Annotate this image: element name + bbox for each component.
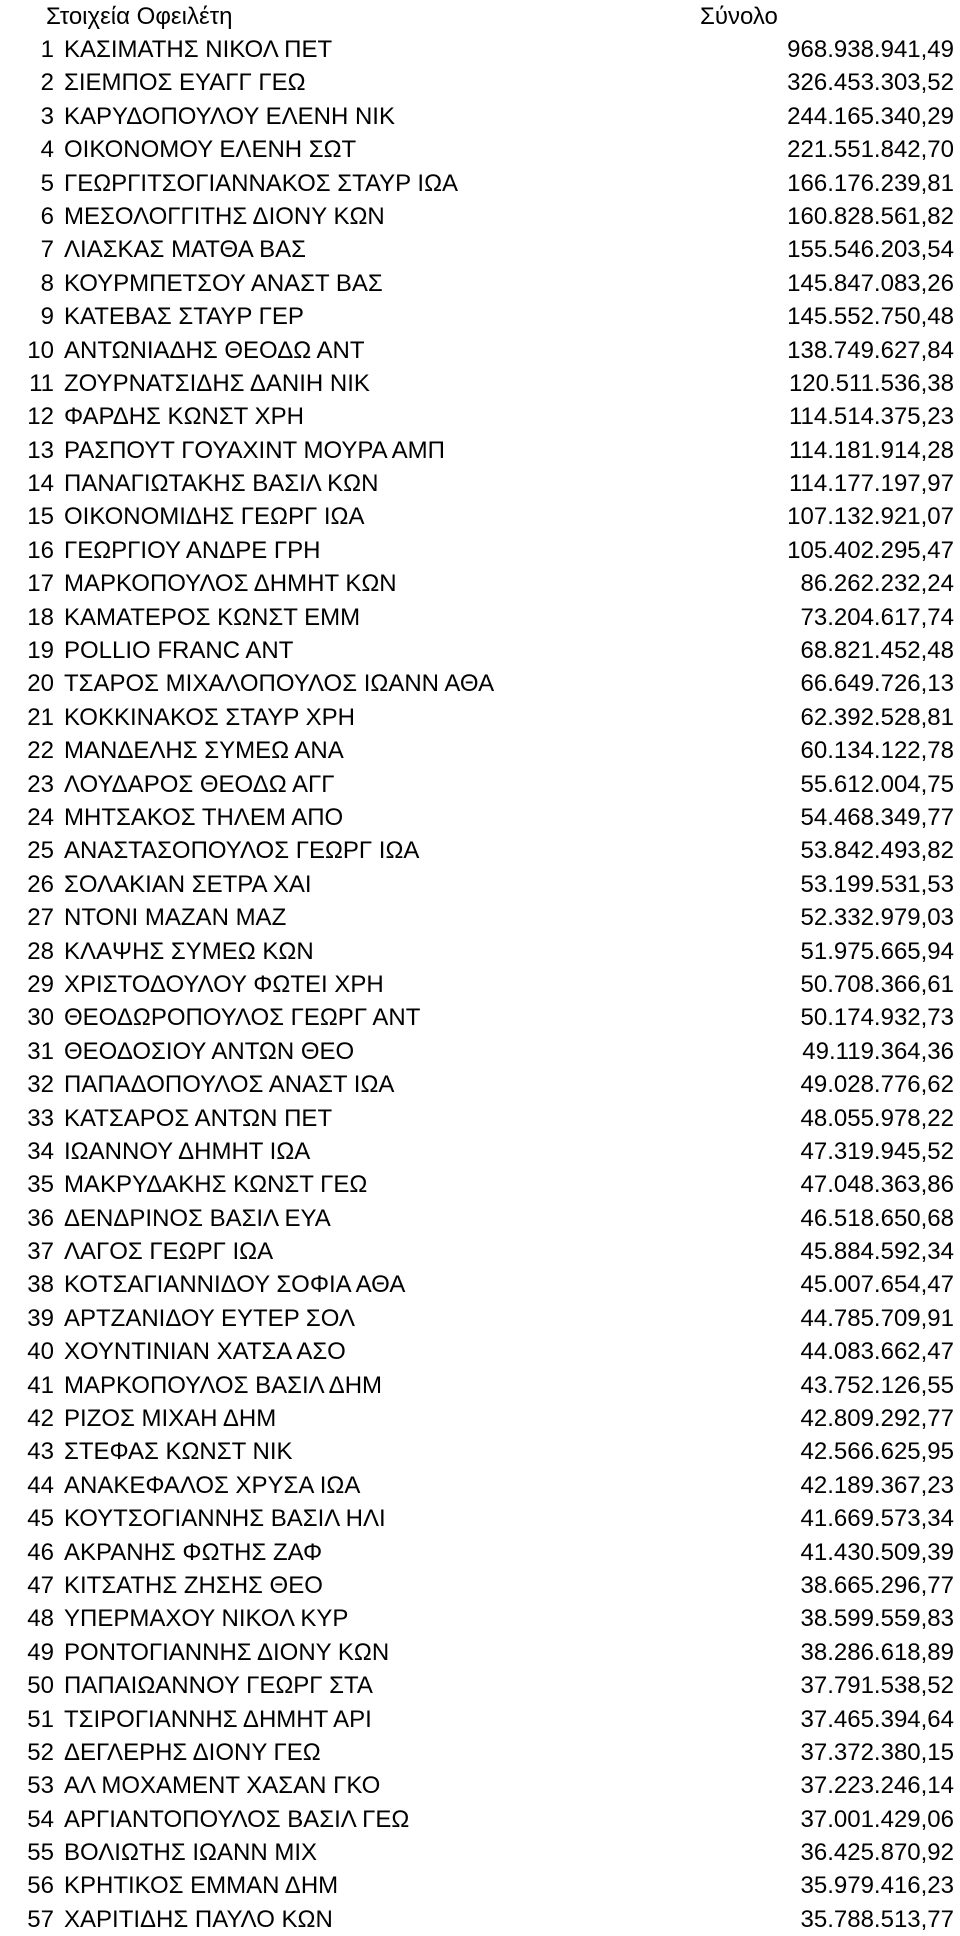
total-amount: 62.392.528,81: [800, 703, 954, 731]
row-number: 22: [27, 737, 54, 765]
debtor-name: ΚΡΗΤΙΚΟΣ ΕΜΜΑΝ ΔΗΜ: [64, 1872, 339, 1900]
debtor-name: ΣΙΕΜΠΟΣ ΕΥΑΓΓ ΓΕΩ: [64, 69, 306, 97]
total-amount: 155.546.203,54: [787, 236, 954, 264]
row-number: 54: [27, 1805, 54, 1833]
table-row: [0, 500, 960, 533]
total-amount: 37.372.380,15: [800, 1738, 954, 1766]
row-number: 24: [27, 803, 54, 831]
row-number: 51: [27, 1705, 54, 1733]
debtor-name: ΓΕΩΡΓΙΤΣΟΓΙΑΝΝΑΚΟΣ ΣΤΑΥΡ ΙΩΑ: [64, 169, 459, 197]
row-number: 13: [27, 436, 54, 464]
row-number: 23: [27, 770, 54, 798]
table-row: [0, 1035, 960, 1068]
row-number: 6: [40, 202, 54, 230]
debtor-name: ΔΕΓΛΕΡΗΣ ΔΙΟΝΥ ΓΕΩ: [64, 1738, 321, 1766]
row-number: 32: [27, 1071, 54, 1099]
total-amount: 50.174.932,73: [800, 1004, 954, 1032]
debtor-name: ΟΙΚΟΝΟΜΟΥ ΕΛΕΝΗ ΣΩΤ: [64, 136, 357, 164]
row-number: 44: [27, 1471, 54, 1499]
total-amount: 45.007.654,47: [800, 1271, 954, 1299]
table-row: [0, 1001, 960, 1034]
debtor-name: ΚΟΥΡΜΠΕΤΣΟΥ ΑΝΑΣΤ ΒΑΣ: [64, 269, 383, 297]
row-number: 29: [27, 970, 54, 998]
debtor-name: ΜΑΝΔΕΛΗΣ ΣΥΜΕΩ ΑΝΑ: [64, 737, 344, 765]
total-amount: 244.165.340,29: [787, 102, 954, 130]
row-number: 43: [27, 1438, 54, 1466]
total-amount: 73.204.617,74: [800, 603, 954, 631]
table-row: [0, 701, 960, 734]
table-row: [0, 1869, 960, 1902]
table-row: [0, 467, 960, 500]
row-number: 3: [40, 102, 54, 130]
total-amount: 326.453.303,52: [787, 69, 954, 97]
debtor-name: ΚΟΥΤΣΟΓΙΑΝΝΗΣ ΒΑΣΙΛ ΗΛΙ: [64, 1505, 386, 1533]
total-amount: 86.262.232,24: [800, 570, 954, 598]
row-number: 18: [27, 603, 54, 631]
table-row: [0, 1903, 960, 1936]
row-number: 27: [27, 904, 54, 932]
table-row: [0, 66, 960, 99]
table-row: [0, 267, 960, 300]
table-row: [0, 1469, 960, 1502]
total-amount: 37.001.429,06: [800, 1805, 954, 1833]
row-number: 38: [27, 1271, 54, 1299]
debtor-name: ΤΣΙΡΟΓΙΑΝΝΗΣ ΔΗΜΗΤ ΑΡΙ: [64, 1705, 372, 1733]
total-amount: 45.884.592,34: [800, 1238, 954, 1266]
total-amount: 221.551.842,70: [787, 136, 954, 164]
table-row: [0, 1235, 960, 1268]
table-row: [0, 1202, 960, 1235]
row-number: 4: [40, 136, 54, 164]
table-row: [0, 534, 960, 567]
table-row: [0, 801, 960, 834]
table-row: [0, 1102, 960, 1135]
table-row: [0, 567, 960, 600]
total-amount: 36.425.870,92: [800, 1839, 954, 1867]
debtor-name: ΧΑΡΙΤΙΔΗΣ ΠΑΥΛΟ ΚΩΝ: [64, 1905, 333, 1933]
debtor-name: ΡΟΝΤΟΓΙΑΝΝΗΣ ΔΙΟΝΥ ΚΩΝ: [64, 1638, 390, 1666]
row-number: 55: [27, 1839, 54, 1867]
debtor-name: ΑΡΓΙΑΝΤΟΠΟΥΛΟΣ ΒΑΣΙΛ ΓΕΩ: [64, 1805, 410, 1833]
debtor-name: ΚΑΤΣΑΡΟΣ ΑΝΤΩΝ ΠΕΤ: [64, 1104, 333, 1132]
total-amount: 46.518.650,68: [800, 1204, 954, 1232]
total-amount: 105.402.295,47: [787, 536, 954, 564]
table-row: [0, 1836, 960, 1869]
table-row: [0, 1536, 960, 1569]
total-amount: 37.791.538,52: [800, 1672, 954, 1700]
debtor-name: ΚΑΜΑΤΕΡΟΣ ΚΩΝΣΤ ΕΜΜ: [64, 603, 361, 631]
row-number: 46: [27, 1538, 54, 1566]
total-amount: 60.134.122,78: [800, 737, 954, 765]
table-row: [0, 634, 960, 667]
total-amount: 49.119.364,36: [802, 1037, 954, 1065]
debtor-name: ΚΙΤΣΑΤΗΣ ΖΗΣΗΣ ΘΕΟ: [64, 1571, 323, 1599]
table-row: [0, 133, 960, 166]
debtor-name: ΧΟΥΝΤΙΝΙΑΝ ΧΑΤΣΑ ΑΣΟ: [64, 1338, 346, 1366]
total-amount: 52.332.979,03: [800, 904, 954, 932]
table-row: [0, 1135, 960, 1168]
total-amount: 51.975.665,94: [800, 937, 954, 965]
row-number: 14: [27, 470, 54, 498]
table-row: [0, 1736, 960, 1769]
table-row: [0, 1703, 960, 1736]
debtor-name: ΠΑΝΑΓΙΩΤΑΚΗΣ ΒΑΣΙΛ ΚΩΝ: [64, 470, 379, 498]
debtor-name: ΑΡΤΖΑΝΙΔΟΥ ΕΥΤΕΡ ΣΟΛ: [64, 1304, 356, 1332]
debtor-name: ΣΟΛΑΚΙΑΝ ΣΕΤΡΑ ΧΑΙ: [64, 870, 312, 898]
total-amount: 42.189.367,23: [800, 1471, 954, 1499]
debtor-name: ΠΑΠΑΙΩΑΝΝΟΥ ΓΕΩΡΓ ΣΤΑ: [64, 1672, 373, 1700]
total-amount: 160.828.561,82: [787, 202, 954, 230]
debtor-name: ΥΠΕΡΜΑΧΟΥ ΝΙΚΟΛ ΚΥΡ: [64, 1605, 349, 1633]
row-number: 33: [27, 1104, 54, 1132]
debtor-name: ΓΕΩΡΓΙΟΥ ΑΝΔΡΕ ΓΡΗ: [64, 536, 321, 564]
table-row: [0, 768, 960, 801]
table-row: [0, 968, 960, 1001]
row-number: 53: [27, 1772, 54, 1800]
debtor-name: ΚΟΚΚΙΝΑΚΟΣ ΣΤΑΥΡ ΧΡΗ: [64, 703, 355, 731]
table-row: [0, 1803, 960, 1836]
row-number: 47: [27, 1571, 54, 1599]
total-amount: 166.176.239,81: [787, 169, 954, 197]
row-number: 42: [27, 1405, 54, 1433]
debtor-name: ΝΤΟΝΙ ΜΑΖΑΝ ΜΑΖ: [64, 904, 287, 932]
row-number: 41: [27, 1371, 54, 1399]
debtor-name: ΜΑΡΚΟΠΟΥΛΟΣ ΔΗΜΗΤ ΚΩΝ: [64, 570, 397, 598]
total-amount: 37.465.394,64: [800, 1705, 954, 1733]
total-amount: 114.514.375,23: [788, 403, 954, 431]
table-row: [0, 667, 960, 700]
table-row: [0, 434, 960, 467]
debtor-name: ΑΛ ΜΟΧΑΜΕΝΤ ΧΑΣΑΝ ΓΚΟ: [64, 1772, 381, 1800]
debtor-name: ΛΙΑΣΚΑΣ ΜΑΤΘΑ ΒΑΣ: [64, 236, 306, 264]
debtor-name: ΘΕΟΔΟΣΙΟΥ ΑΝΤΩΝ ΘΕΟ: [64, 1037, 355, 1065]
total-amount: 968.938.941,49: [787, 36, 954, 63]
debtor-name: ΚΑΤΕΒΑΣ ΣΤΑΥΡ ΓΕΡ: [64, 303, 304, 331]
row-number: 15: [27, 503, 54, 531]
table-row: [0, 1769, 960, 1802]
row-number: 17: [27, 570, 54, 598]
table-row: [0, 1302, 960, 1335]
debtor-name: ΜΕΣΟΛΟΓΓΙΤΗΣ ΔΙΟΝΥ ΚΩΝ: [64, 202, 385, 230]
total-amount: 114.181.914,28: [788, 436, 954, 464]
debtor-name: ΧΡΙΣΤΟΔΟΥΛΟΥ ΦΩΤΕΙ ΧΡΗ: [64, 970, 384, 998]
table-row: [0, 1502, 960, 1535]
table-row: [0, 935, 960, 968]
row-number: 1: [40, 36, 54, 63]
debtor-name: ΑΝΑΣΤΑΣΟΠΟΥΛΟΣ ΓΕΩΡΓ ΙΩΑ: [64, 837, 420, 865]
debtor-name: ΖΟΥΡΝΑΤΣΙΔΗΣ ΔΑΝΙΗ ΝΙΚ: [64, 369, 370, 397]
debtor-name: ΜΗΤΣΑΚΟΣ ΤΗΛΕΜ ΑΠΟ: [64, 803, 344, 831]
debtor-name: ΟΙΚΟΝΟΜΙΔΗΣ ΓΕΩΡΓ ΙΩΑ: [64, 503, 365, 531]
row-number: 34: [27, 1137, 54, 1165]
table-row: [0, 901, 960, 934]
row-number: 48: [27, 1605, 54, 1633]
debtor-list: [0, 33, 960, 1936]
table-row: [0, 868, 960, 901]
debtor-name: ΡΙΖΟΣ ΜΙΧΑΗ ΔΗΜ: [64, 1405, 277, 1433]
total-amount: 49.028.776,62: [800, 1071, 954, 1099]
row-number: 49: [27, 1638, 54, 1666]
debtor-name: ΙΩΑΝΝΟΥ ΔΗΜΗΤ ΙΩΑ: [64, 1137, 311, 1165]
row-number: 5: [40, 169, 54, 197]
total-amount: 47.048.363,86: [800, 1171, 954, 1199]
row-number: 50: [27, 1672, 54, 1700]
row-number: 21: [27, 703, 54, 731]
debtor-name: ΠΑΠΑΔΟΠΟΥΛΟΣ ΑΝΑΣΤ ΙΩΑ: [64, 1071, 395, 1099]
debtor-name: ΣΤΕΦΑΣ ΚΩΝΣΤ ΝΙΚ: [64, 1438, 293, 1466]
table-row: [0, 300, 960, 333]
total-amount: 138.749.627,84: [787, 336, 954, 364]
total-amount: 43.752.126,55: [800, 1371, 954, 1399]
row-number: 2: [40, 69, 54, 97]
row-number: 36: [27, 1204, 54, 1232]
total-amount: 37.223.246,14: [800, 1772, 954, 1800]
table-row: [0, 200, 960, 233]
debtor-name: ΛΑΓΟΣ ΓΕΩΡΓ ΙΩΑ: [64, 1238, 274, 1266]
row-number: 39: [27, 1304, 54, 1332]
row-number: 10: [27, 336, 54, 364]
total-amount: 48.055.978,22: [800, 1104, 954, 1132]
total-amount: 44.083.662,47: [800, 1338, 954, 1366]
table-row: [0, 1268, 960, 1301]
debtor-name: ΒΟΛΙΩΤΗΣ ΙΩΑΝΝ ΜΙΧ: [64, 1839, 317, 1867]
table-row: [0, 100, 960, 133]
table-row: [0, 1569, 960, 1602]
table-row: [0, 367, 960, 400]
table-row: [0, 1068, 960, 1101]
total-amount: 120.511.536,38: [788, 369, 954, 397]
total-amount: 41.430.509,39: [800, 1538, 954, 1566]
row-number: 57: [27, 1905, 54, 1933]
table-row: [0, 233, 960, 266]
total-amount: 66.649.726,13: [800, 670, 954, 698]
debtor-name: ΑΝΤΩΝΙΑΔΗΣ ΘΕΟΔΩ ΑΝΤ: [64, 336, 365, 364]
row-number: 12: [27, 403, 54, 431]
debtor-name: ΘΕΟΔΩΡΟΠΟΥΛΟΣ ΓΕΩΡΓ ΑΝΤ: [64, 1004, 421, 1032]
table-row: [0, 400, 960, 433]
debtor-name: ΜΑΚΡΥΔΑΚΗΣ ΚΩΝΣΤ ΓΕΩ: [64, 1171, 368, 1199]
debtor-name: ΦΑΡΔΗΣ ΚΩΝΣΤ ΧΡΗ: [64, 403, 304, 431]
debtor-name: ΤΣΑΡΟΣ ΜΙΧΑΛΟΠΟΥΛΟΣ ΙΩΑΝΝ ΑΘΑ: [64, 670, 495, 698]
row-number: 40: [27, 1338, 54, 1366]
row-number: 19: [27, 637, 54, 665]
debtor-column-header: Στοιχεία Οφειλέτη: [46, 3, 233, 30]
total-amount: 35.979.416,23: [800, 1872, 954, 1900]
table-header: [0, 0, 960, 33]
total-amount: 41.669.573,34: [800, 1505, 954, 1533]
table-row: [0, 1435, 960, 1468]
row-number: 31: [27, 1037, 54, 1065]
table-row: [0, 1402, 960, 1435]
debtor-name: ΛΟΥΔΑΡΟΣ ΘΕΟΔΩ ΑΓΓ: [64, 770, 335, 798]
total-amount: 35.788.513,77: [800, 1905, 954, 1933]
table-row: [0, 1602, 960, 1635]
debtor-name: ΚΟΤΣΑΓΙΑΝΝΙΔΟΥ ΣΟΦΙΑ ΑΘΑ: [64, 1271, 406, 1299]
row-number: 35: [27, 1171, 54, 1199]
total-amount: 42.566.625,95: [800, 1438, 954, 1466]
table-row: [0, 1369, 960, 1402]
table-row: [0, 734, 960, 767]
row-number: 26: [27, 870, 54, 898]
debtor-name: ΚΑΣΙΜΑΤΗΣ ΝΙΚΟΛ ΠΕΤ: [64, 36, 333, 63]
debtor-name: ΔΕΝΔΡΙΝΟΣ ΒΑΣΙΛ ΕΥΑ: [64, 1204, 331, 1232]
row-number: 9: [40, 303, 54, 331]
row-number: 30: [27, 1004, 54, 1032]
total-amount: 145.552.750,48: [787, 303, 954, 331]
total-amount: 47.319.945,52: [800, 1137, 954, 1165]
total-amount: 54.468.349,77: [800, 803, 954, 831]
table-row: [0, 601, 960, 634]
debtor-name: ΡΑΣΠΟΥΤ ΓΟΥΑΧΙΝΤ ΜΟΥΡΑ ΑΜΠ: [64, 436, 445, 464]
debtor-name: ΚΛΑΨΗΣ ΣΥΜΕΩ ΚΩΝ: [64, 937, 314, 965]
row-number: 20: [27, 670, 54, 698]
debtor-name: ΚΑΡΥΔΟΠΟΥΛΟΥ ΕΛΕΝΗ ΝΙΚ: [64, 102, 395, 130]
row-number: 45: [27, 1505, 54, 1533]
row-number: 37: [27, 1238, 54, 1266]
row-number: 25: [27, 837, 54, 865]
table-row: [0, 1335, 960, 1368]
total-amount: 38.665.296,77: [800, 1571, 954, 1599]
debtor-name: ΑΚΡΑΝΗΣ ΦΩΤΗΣ ΖΑΦ: [64, 1538, 323, 1566]
table-row: [0, 334, 960, 367]
total-amount: 53.842.493,82: [800, 837, 954, 865]
total-amount: 53.199.531,53: [800, 870, 954, 898]
table-row: [0, 167, 960, 200]
row-number: 16: [27, 536, 54, 564]
table-row: [0, 1636, 960, 1669]
total-amount: 50.708.366,61: [800, 970, 954, 998]
row-number: 52: [27, 1738, 54, 1766]
debtor-name: ΑΝΑΚΕΦΑΛΟΣ ΧΡΥΣΑ ΙΩΑ: [64, 1471, 361, 1499]
total-amount: 114.177.197,97: [788, 470, 954, 498]
row-number: 11: [29, 369, 54, 397]
total-amount: 145.847.083,26: [787, 269, 954, 297]
debtor-name: ΜΑΡΚΟΠΟΥΛΟΣ ΒΑΣΙΛ ΔΗΜ: [64, 1371, 383, 1399]
total-amount: 107.132.921,07: [787, 503, 954, 531]
row-number: 56: [27, 1872, 54, 1900]
total-amount: 55.612.004,75: [800, 770, 954, 798]
total-column-header: Σύνολο: [700, 3, 778, 30]
row-number: 28: [27, 937, 54, 965]
row-number: 8: [40, 269, 54, 297]
table-row: [0, 33, 960, 66]
table-row: [0, 1168, 960, 1201]
total-amount: 42.809.292,77: [800, 1405, 954, 1433]
debtor-name: POLLIO FRANC ANT: [64, 637, 294, 665]
total-amount: 68.821.452,48: [800, 637, 954, 665]
table-row: [0, 1669, 960, 1702]
total-amount: 38.599.559,83: [800, 1605, 954, 1633]
total-amount: 44.785.709,91: [800, 1304, 954, 1332]
row-number: 7: [40, 236, 54, 264]
table-row: [0, 834, 960, 867]
total-amount: 38.286.618,89: [800, 1638, 954, 1666]
